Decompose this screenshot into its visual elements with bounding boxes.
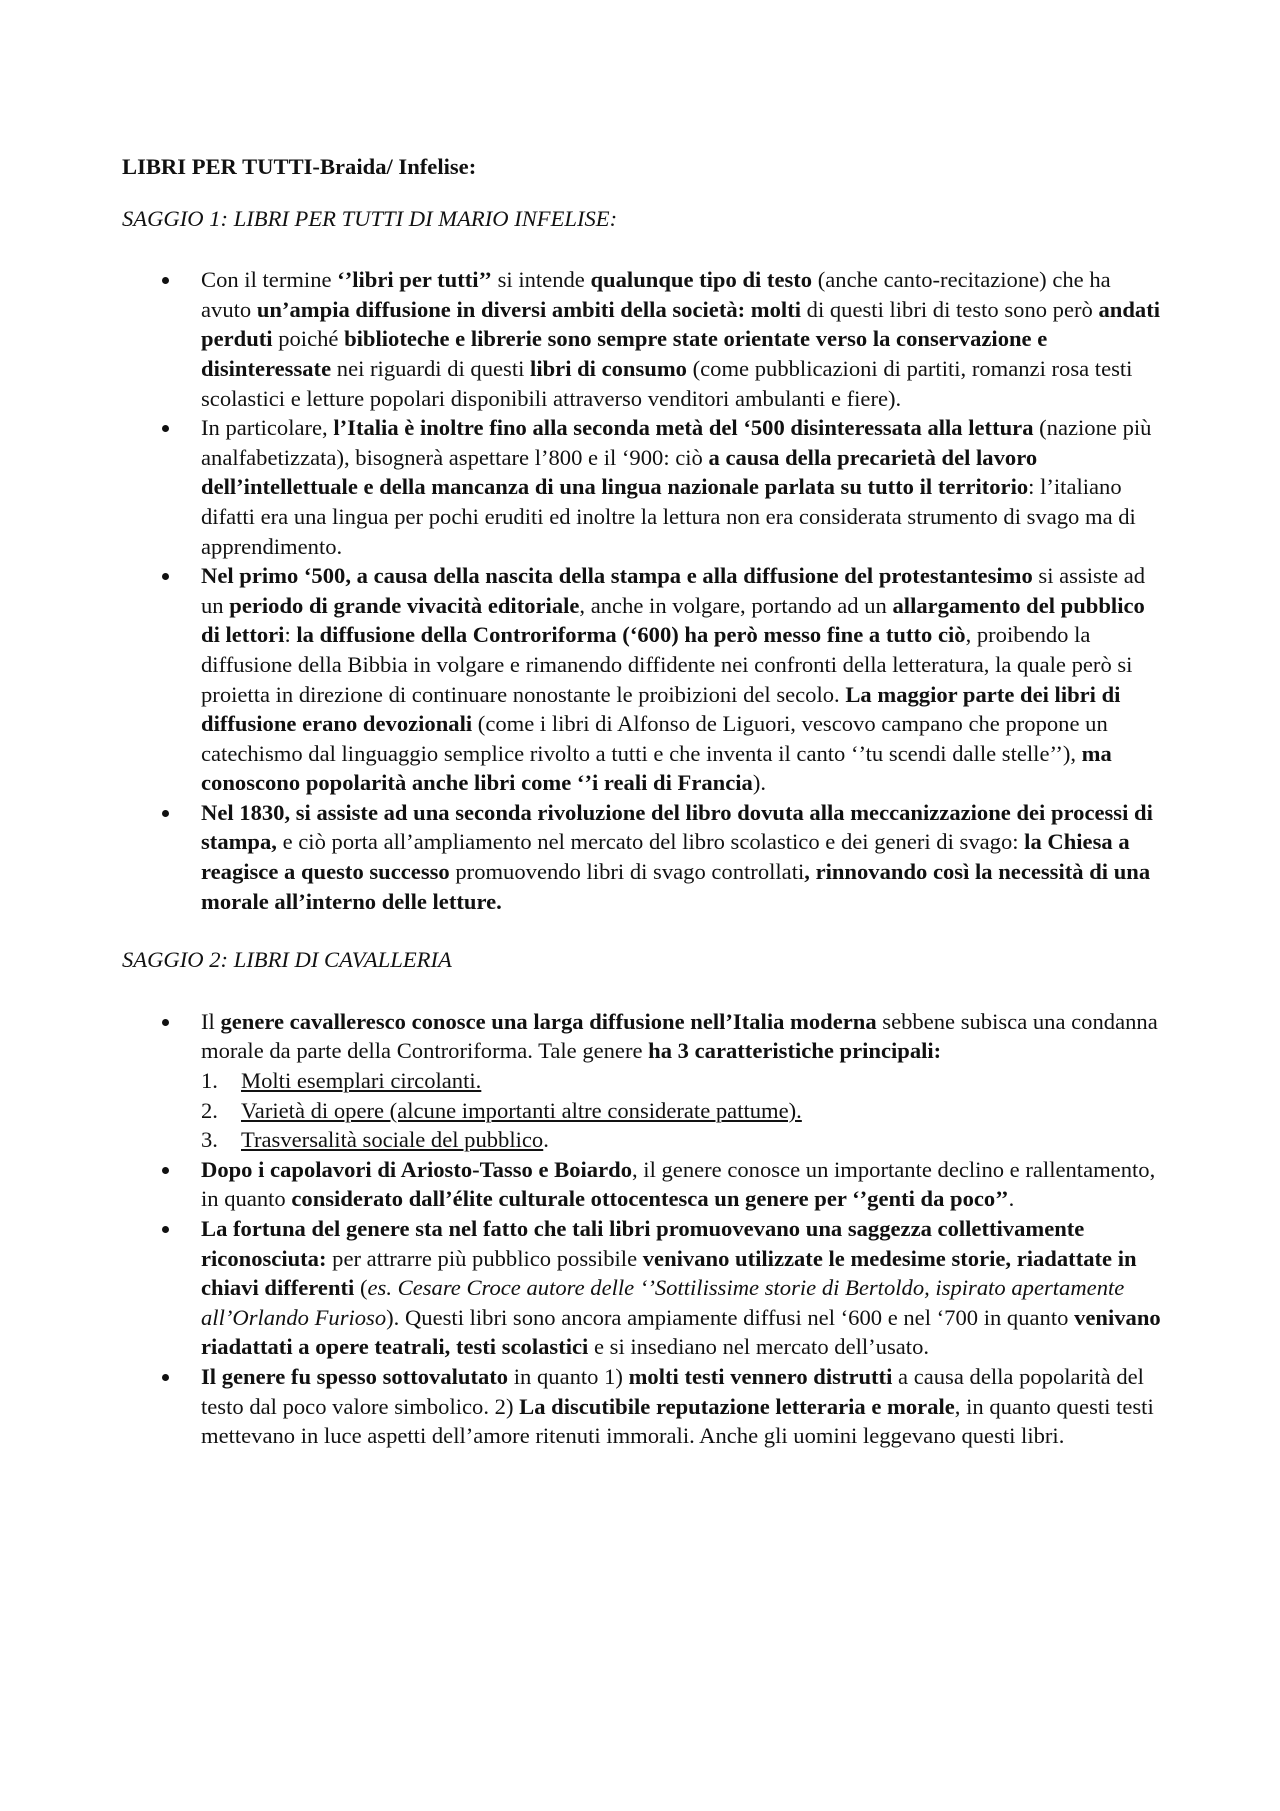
spacer: [122, 916, 1162, 945]
text-run: un’ampia diffusione in diversi ambiti della società: molti: [256, 296, 802, 322]
text-run: per attrarre più pubblico possibile: [326, 1245, 643, 1271]
text-run: allargamento del pubblico di lettori: [201, 592, 1145, 648]
text-run: venivano riadattati a opere teatrali, testi scolastici: [201, 1304, 1161, 1360]
bullet-text: [201, 800, 1153, 914]
text-run: si assiste ad un: [201, 563, 1146, 618]
text-run: biblioteche e librerie sono sempre state orientate verso la conservazione e disinteressate: [201, 326, 1048, 381]
text-run: , proibendo la diffusione della Bibbia in volgare e rimanendo diffidente nei confronti della letteratura, la quale però si proietta in direzione di continuare nonostante le proibizioni del secolo.: [201, 622, 1133, 707]
bullet-text: [201, 1157, 1155, 1212]
characteristic-item-1: [201, 1066, 1162, 1096]
bullet-icon: [162, 1226, 169, 1233]
bullet-text: [201, 1009, 1158, 1064]
text-run: es. Cesare Croce autore delle ‘’Sottilissime storie di Bertoldo, ispirato apertamente all’Orlando Furioso: [201, 1275, 1125, 1330]
text-run: (anche canto-recitazione) che ha avuto: [201, 267, 1111, 322]
characteristic-item-2: [201, 1096, 1162, 1126]
text-run: andati perduti: [201, 296, 1161, 352]
text-run: sebbene subisca una condanna morale da parte della Controriforma. Tale genere: [201, 1008, 1158, 1064]
text-run: In particolare,: [201, 415, 334, 441]
text-run: ma conoscono popolarità anche libri come ‘’i reali di Francia: [201, 740, 1112, 796]
text-run: nei riguardi di questi: [331, 355, 531, 381]
section-1-bullet-3: [122, 561, 1162, 798]
section-2-heading: SAGGIO 2: LIBRI DI CAVALLERIA: [122, 947, 452, 973]
text-run: La discutibile reputazione letteraria e morale: [519, 1393, 955, 1419]
bullet-icon: [162, 1167, 169, 1174]
section-1-bullet-1: [122, 265, 1162, 413]
bullet-text: [201, 415, 1151, 558]
section-1-bullet-4: [122, 798, 1162, 916]
text-run: Nel primo ‘500, a causa della nascita della stampa e alla diffusione del protestantesimo: [201, 563, 1033, 589]
section-1-bullet-2: [122, 413, 1162, 561]
text-run: : l’italiano difatti era una lingua per pochi eruditi ed inoltre la lettura non era considerata strumento di svago ma di apprendimento.: [201, 474, 1136, 559]
item-text: Varietà di opere (alcune importanti altre considerate pattume).: [241, 1097, 802, 1123]
characteristic-item-3: [201, 1125, 1162, 1155]
text-run: libri di consumo: [530, 355, 687, 381]
text-run: Con il termine: [201, 267, 338, 293]
text-run: .: [1008, 1186, 1015, 1212]
text-run: (nazione più analfabetizzata), bisognerà aspettare l’800 e il ‘900: ciò: [201, 415, 1152, 470]
section-1-bullet-list: [122, 265, 1162, 916]
item-number: 3.: [201, 1127, 218, 1153]
item-text: Molti esemplari circolanti.: [241, 1068, 482, 1094]
text-run: considerato dall’élite culturale ottocentesca un genere per ‘’genti da poco’’: [291, 1186, 1009, 1212]
text-run: Dopo i capolavori di Ariosto-Tasso e Boiardo: [201, 1156, 632, 1182]
text-run: l’Italia è inoltre fino alla seconda metà del ‘500 disinteressata alla lettura: [333, 415, 1034, 441]
text-run: (come i libri di Alfonso de Liguori, vescovo campano che propone un catechismo dal linguaggio semplice rivolto a tutti e che inventa il canto ‘’tu scendi dalle stelle’’),: [201, 711, 1108, 766]
text-run: Nel 1830, si assiste ad una seconda rivoluzione del libro dovuta alla meccanizzazione dei processi di stampa,: [201, 799, 1153, 855]
document-body: [122, 152, 1162, 1451]
text-run: , rinnovando così la necessità di una morale all’interno delle letture.: [201, 859, 1151, 914]
text-run: e ciò porta all’ampliamento nel mercato del libro scolastico e dei generi di svago:: [276, 829, 1025, 855]
document-title: LIBRI PER TUTTI-Braida/ Infelise:: [122, 154, 477, 179]
text-run: periodo di grande vivacità editoriale: [229, 592, 580, 618]
text-run: e si insediano nel mercato dell’usato.: [588, 1334, 930, 1360]
text-run: si intende: [491, 267, 591, 293]
text-run: ).: [752, 770, 767, 796]
text-run: , in quanto questi testi mettevano in luce aspetti dell’amore ritenuti immorali. Anche gli uomini leggevano questi libri.: [201, 1393, 1154, 1449]
text-run: ). Questi libri sono ancora ampiamente diffusi nel ‘600 e nel ‘700 in quanto: [386, 1304, 1075, 1330]
item-number: 2.: [201, 1097, 218, 1123]
section-2-bullet-4: [122, 1362, 1162, 1451]
text-run: la Chiesa a reagisce a questo successo: [201, 829, 1130, 885]
bullet-icon: [162, 810, 169, 817]
section-1-heading: SAGGIO 1: LIBRI PER TUTTI DI MARIO INFELISE:: [122, 205, 618, 231]
bullet-icon: [162, 277, 169, 284]
text-run: La maggior parte dei libri di diffusione erano devozionali: [201, 681, 1121, 737]
item-text: Trasversalità sociale del pubblico: [241, 1127, 544, 1153]
section-2-bullet-2: [122, 1155, 1162, 1214]
bullet-icon: [162, 573, 169, 580]
bullet-icon: [162, 1019, 169, 1026]
section-2-bullet-1: [122, 1007, 1162, 1155]
text-run: molti testi vennero distrutti: [628, 1363, 893, 1389]
characteristics-list: [201, 1066, 1162, 1155]
text-run: , anche in volgare, portando ad un: [579, 592, 893, 618]
text-run: :: [284, 622, 297, 648]
text-run: a causa della precarietà del lavoro dell’intellettuale e della mancanza di una lingua nazionale parlata su tutto il territorio: [201, 444, 1038, 500]
text-run: promuovendo libri di svago controllati: [449, 859, 805, 885]
text-run: ha 3 caratteristiche principali:: [648, 1038, 942, 1064]
item-suffix: .: [543, 1127, 549, 1153]
text-run: in quanto 1): [508, 1363, 629, 1389]
text-run: di questi libri di testo sono però: [801, 296, 1099, 322]
bullet-text: [201, 1364, 1154, 1448]
text-run: Il: [201, 1008, 221, 1034]
text-run: venivano utilizzate le medesime storie, riadattate in chiavi differenti: [201, 1245, 1137, 1301]
text-run: (: [354, 1275, 368, 1301]
text-run: , il genere conosce un importante declino e rallentamento, in quanto: [201, 1156, 1156, 1212]
text-run: qualunque tipo di testo: [590, 267, 813, 293]
text-run: poiché: [272, 326, 345, 352]
text-run: a causa della popolarità del testo dal poco valore simbolico. 2): [201, 1363, 1144, 1419]
bullet-text: [201, 1216, 1161, 1359]
text-run: La fortuna del genere sta nel fatto che tali libri promuovevano una saggezza collettivamente riconosciuta:: [201, 1216, 1085, 1271]
bullet-text: [201, 563, 1145, 795]
bullet-icon: [162, 1374, 169, 1381]
bullet-icon: [162, 425, 169, 432]
bullet-text: [201, 267, 1160, 410]
text-run: genere cavalleresco conosce una larga diffusione nell’Italia moderna: [220, 1008, 877, 1034]
text-run: (come pubblicazioni di partiti, romanzi rosa testi scolastici e letture popolari disponibili attraverso venditori ambulanti e fiere).: [201, 355, 1133, 411]
text-run: ‘’libri per tutti’’: [337, 267, 492, 293]
text-run: la diffusione della Controriforma (‘600) ha però messo fine a tutto ciò: [296, 622, 966, 648]
section-2-bullet-list: [122, 1007, 1162, 1451]
item-number: 1.: [201, 1068, 218, 1094]
text-run: Il genere fu spesso sottovalutato: [201, 1363, 509, 1389]
section-2-bullet-3: [122, 1214, 1162, 1362]
